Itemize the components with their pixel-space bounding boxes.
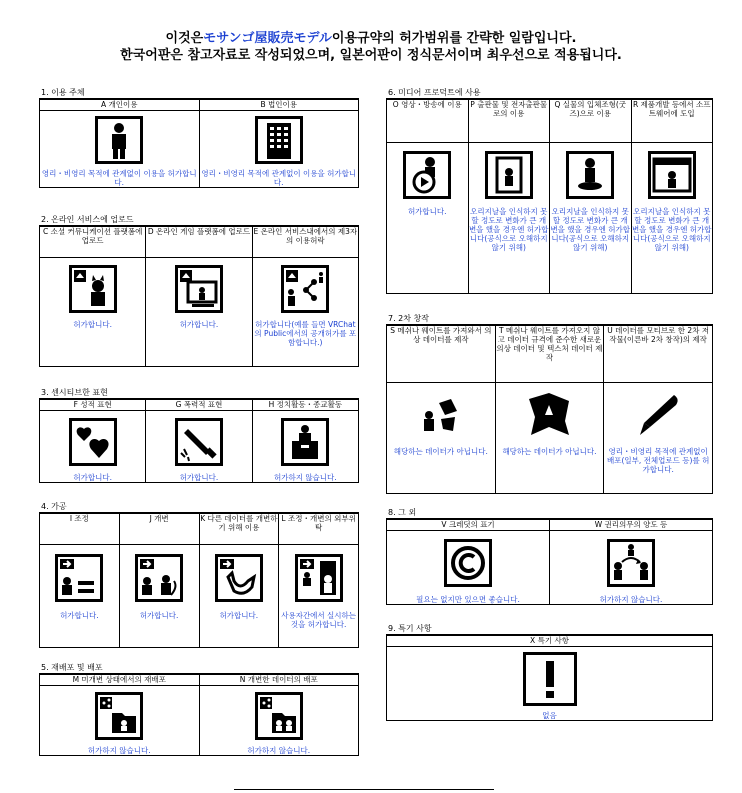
hearts-icon [69, 418, 117, 466]
section-title: 9. 특기 사항 [386, 624, 713, 635]
item-label-a: A 개인이용 [40, 100, 200, 111]
item-result-o: 허가합니다. [387, 207, 469, 294]
item-result-j: 허가합니다. [119, 611, 199, 648]
item-label-u: U 데이터를 모티브로 한 2차 저작물(이른바 2차 창작)의 제작 [604, 326, 713, 383]
adjust-equal-icon [55, 554, 103, 602]
item-result-k: 허가합니다. [199, 611, 279, 648]
item-result-x: 없음 [387, 711, 713, 721]
header-suffix: 이용규약의 허가범위를 간략한 일람입니다. [331, 31, 577, 46]
item-label-b: B 법인이용 [199, 100, 359, 111]
item-result-e: 허가합니다(예를 들면 VRChat의 Public에서의 공개허가를 포함합니다.) [252, 320, 358, 367]
cloth-icon [525, 391, 573, 439]
section-online-upload [39, 215, 359, 367]
exclamation-icon [523, 652, 577, 706]
section-derivative [386, 314, 713, 494]
item-label-p: P 출판물 및 전자출판물로의 이용 [468, 100, 550, 143]
transform-icon [215, 554, 263, 602]
video-icon [403, 151, 451, 199]
page-header [0, 30, 742, 64]
brand-name: モサンゴ屋販売モデル [203, 31, 332, 46]
item-result-w: 허가하지 않습니다. [550, 595, 713, 605]
item-label-d: D 온라인 게임 플랫폼에 업로드 [146, 227, 252, 258]
section-title: 2. 온라인 서비스에 업로드 [39, 215, 359, 226]
knife-icon [175, 418, 223, 466]
item-result-g: 허가합니다. [146, 473, 252, 483]
person-icon [95, 116, 143, 164]
item-result-a: 영리・비영리 목적에 관계없이 이용을 허가합니다. [40, 169, 200, 188]
section-sensitive [39, 388, 359, 483]
copyright-icon [444, 539, 492, 587]
item-result-r: 오리지날을 인식하지 못할 정도로 변화가 큰 개변을 했을 경우엔 허가합니다(공식으로 오해하지 않기 위해) [631, 207, 713, 294]
header-line-1 [0, 30, 742, 47]
pen-icon [634, 391, 682, 439]
item-label-s: S 메쉬나 웨이트를 가져와서 의상 데이터를 제작 [387, 326, 496, 383]
section-title: 5. 재배포 및 배포 [39, 663, 359, 674]
item-label-f: F 성적 표현 [40, 400, 146, 411]
item-result-c: 허가합니다. [40, 320, 146, 367]
item-label-w: W 권리의무의 양도 등 [550, 520, 713, 531]
item-label-g: G 폭력적 표현 [146, 400, 252, 411]
item-result-h: 허가하지 않습니다. [252, 473, 358, 483]
item-label-r: R 제품개발 등에서 소프트웨어에 도입 [631, 100, 713, 143]
item-result-v: 필요는 없지만 있으면 좋습니다. [387, 595, 550, 605]
item-label-c: C 소셜 커뮤니케이션 플랫폼에 업로드 [40, 227, 146, 258]
section-notes [386, 624, 713, 721]
item-result-f: 허가합니다. [40, 473, 146, 483]
item-result-u: 영리・비영리 목적에 관계없이 배포(일부, 전체업로드 등)를 허가합니다. [604, 447, 713, 494]
item-label-q: Q 실물의 입체조형(굿즈)으로 이용 [550, 100, 632, 143]
header-line-2: 한국어판은 참고자료로 작성되었으며, 일본어판이 정식문서이며 최우선으로 적용됩니다. [120, 48, 622, 63]
share-users-icon [281, 265, 329, 313]
podium-icon [281, 418, 329, 466]
item-label-k: K 다른 데이터를 개변하기 위해 이용 [199, 514, 279, 545]
item-label-v: V 크레딧의 표기 [387, 520, 550, 531]
section-title: 4. 가공 [39, 502, 359, 513]
header-prefix: 이것은 [165, 31, 204, 46]
upload-monitor-icon [175, 265, 223, 313]
item-result-n: 허가하지 않습니다. [199, 746, 359, 756]
item-label-l: L 조정・개변의 외부위탁 [279, 514, 359, 545]
item-result-s: 해당하는 데이터가 아닙니다. [387, 447, 496, 494]
item-label-n: N 개변한 데이터의 배포 [199, 675, 359, 686]
item-label-i: I 조정 [40, 514, 120, 545]
item-label-e: E 온라인 서비스내에서의 제3자의 이용허락 [252, 227, 358, 258]
software-icon [648, 151, 696, 199]
section-media-products [386, 88, 713, 294]
item-result-i: 허가합니다. [40, 611, 120, 648]
item-result-l: 사용자간에서 실시하는 것을 허가합니다. [279, 611, 359, 648]
item-label-h: H 정치활동・종교활동 [252, 400, 358, 411]
item-label-m: M 미개변 상태에서의 재배포 [40, 675, 200, 686]
item-result-d: 허가합니다. [146, 320, 252, 367]
item-label-x: X 특기 사항 [387, 636, 713, 647]
section-title: 3. 센시티브한 표현 [39, 388, 359, 399]
figure-icon [566, 151, 614, 199]
section-title: 8. 그 외 [386, 508, 713, 519]
item-label-j: J 개변 [119, 514, 199, 545]
item-result-t: 해당하는 데이터가 아닙니다. [495, 447, 604, 494]
footer-rule [234, 789, 494, 790]
mesh-pieces-icon [417, 391, 465, 439]
item-result-p: 오리지날을 인식하지 못할 정도로 변화가 큰 개변을 했을 경우엔 허가합니다(공식으로 오해하지 않기 위해) [468, 207, 550, 294]
publication-icon [485, 151, 533, 199]
item-label-t: T 메쉬나 웨이트를 가져오지 않고 데이터 규격에 준수한 새로운 의상 데이터 및 텍스처 데이터 제작 [495, 326, 604, 383]
item-label-o: O 영상・방송에 이용 [387, 100, 469, 143]
item-result-m: 허가하지 않습니다. [40, 746, 200, 756]
item-result-b: 영리・비영리 목적에 관계없이 이용을 허가합니다. [199, 169, 359, 188]
section-usage-subject [39, 88, 359, 188]
section-title: 6. 미디어 프로덕트에 사용 [386, 88, 713, 99]
share-folder-icon [95, 692, 143, 740]
section-title: 7. 2차 창작 [386, 314, 713, 325]
item-result-q: 오리지날을 인식하지 못할 정도로 변화가 큰 개변을 했을 경우엔 허가합니다(공식으로 오해하지 않기 위해) [550, 207, 632, 294]
upload-avatar-icon [69, 265, 117, 313]
outsource-icon [295, 554, 343, 602]
modify-icon [135, 554, 183, 602]
transfer-icon [607, 539, 655, 587]
section-title: 1. 이용 주체 [39, 88, 359, 99]
section-redistribution [39, 663, 359, 756]
building-icon [255, 116, 303, 164]
section-processing [39, 502, 359, 648]
section-other [386, 508, 713, 605]
share-modified-folder-icon [255, 692, 303, 740]
